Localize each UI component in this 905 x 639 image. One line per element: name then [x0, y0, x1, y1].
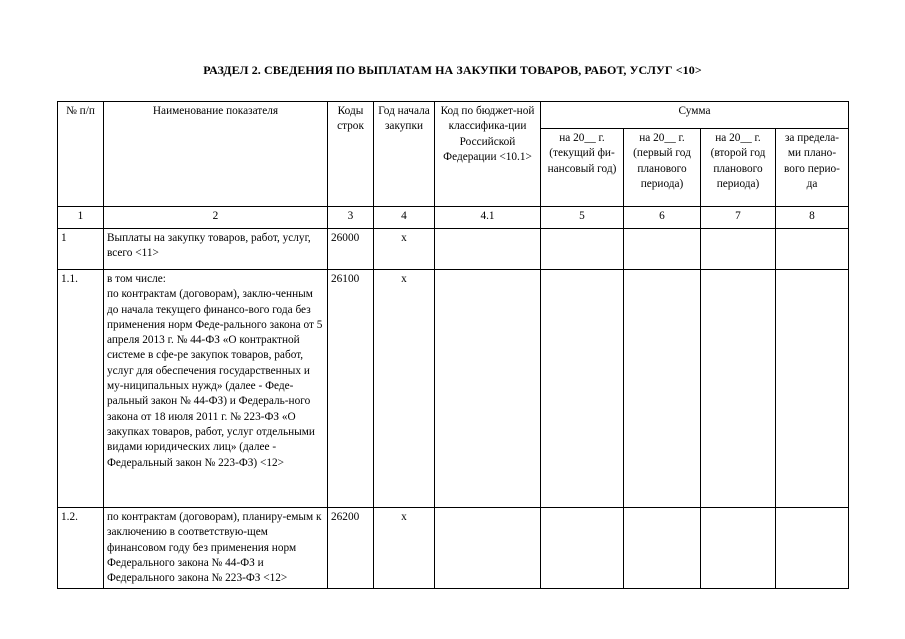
cell-sum-second[interactable]: [701, 229, 776, 270]
cell-sum-second[interactable]: [701, 508, 776, 589]
cell-budget-code[interactable]: [435, 229, 541, 270]
cell-sum-second[interactable]: [701, 270, 776, 508]
column-number: 6: [624, 207, 701, 229]
table-row: [58, 508, 849, 589]
header-year: Год начала закупки: [374, 102, 435, 207]
row-year: x: [374, 270, 435, 508]
row-year: x: [374, 229, 435, 270]
row-year: x: [374, 508, 435, 589]
table-row: [58, 229, 849, 270]
header-name: Наименование показателя: [104, 102, 328, 207]
row-name: по контрактам (договорам), планиру-емым к заключению в соответствую-щем финансовом году без применения норм Федерального закона № 44-ФЗ и Федерального закона № 223-ФЗ <12>: [104, 508, 328, 589]
cell-sum-current[interactable]: [541, 229, 624, 270]
row-code: 26000: [328, 229, 374, 270]
cell-sum-beyond[interactable]: [776, 270, 849, 508]
header-sum-beyond: за предела-ми плано-вого перио-да: [776, 129, 849, 207]
header-row: [58, 102, 849, 129]
cell-sum-beyond[interactable]: [776, 508, 849, 589]
cell-budget-code[interactable]: [435, 270, 541, 508]
row-num: 1: [58, 229, 104, 270]
cell-sum-current[interactable]: [541, 270, 624, 508]
cell-sum-first[interactable]: [624, 229, 701, 270]
column-number: 7: [701, 207, 776, 229]
header-sum-first: на 20__ г. (первый год планового периода): [624, 129, 701, 207]
column-number: 8: [776, 207, 849, 229]
column-number: 1: [58, 207, 104, 229]
column-number: 3: [328, 207, 374, 229]
header-sum-current: на 20__ г. (текущий фи-нансовый год): [541, 129, 624, 207]
column-number: 4.1: [435, 207, 541, 229]
cell-sum-first[interactable]: [624, 270, 701, 508]
section-title: РАЗДЕЛ 2. СВЕДЕНИЯ ПО ВЫПЛАТАМ НА ЗАКУПКИ ТОВАРОВ, РАБОТ, УСЛУГ <10>: [203, 63, 702, 77]
cell-sum-beyond[interactable]: [776, 229, 849, 270]
row-num: 1.1.: [58, 270, 104, 508]
header-sum: Сумма: [541, 102, 849, 129]
column-number: 4: [374, 207, 435, 229]
cell-sum-first[interactable]: [624, 508, 701, 589]
header-budget-code: Код по бюджет-ной классифика-ции Российской Федерации <10.1>: [435, 102, 541, 207]
row-code: 26100: [328, 270, 374, 508]
cell-sum-current[interactable]: [541, 508, 624, 589]
header-sum-second: на 20__ г. (второй год планового периода): [701, 129, 776, 207]
row-name: Выплаты на закупку товаров, работ, услуг, всего <11>: [104, 229, 328, 270]
column-number: 5: [541, 207, 624, 229]
column-numbers-row: [58, 207, 849, 229]
header-codes: Коды строк: [328, 102, 374, 207]
row-name: в том числе: по контрактам (договорам), заклю-ченным до начала текущего финансо-вого года без применения норм Феде-рального закона от 5 апреля 2013 г. № 44-ФЗ «О контрактной системе в сфе-ре закупок товаров, работ, услуг для обеспечения государственных и му-ниципальных нужд» (далее - Феде-ральный закон № 44-ФЗ) и Федераль-ного закона от 18 июля 2011 г. № 223-ФЗ «О закупках товаров, работ, услуг отдельными видами юридических лиц» (далее - Федеральный закон № 223-ФЗ) <12>: [104, 270, 328, 508]
payments-table: [57, 101, 849, 589]
column-number: 2: [104, 207, 328, 229]
row-code: 26200: [328, 508, 374, 589]
header-num: № п/п: [58, 102, 104, 207]
cell-budget-code[interactable]: [435, 508, 541, 589]
row-num: 1.2.: [58, 508, 104, 589]
table-row: [58, 270, 849, 508]
